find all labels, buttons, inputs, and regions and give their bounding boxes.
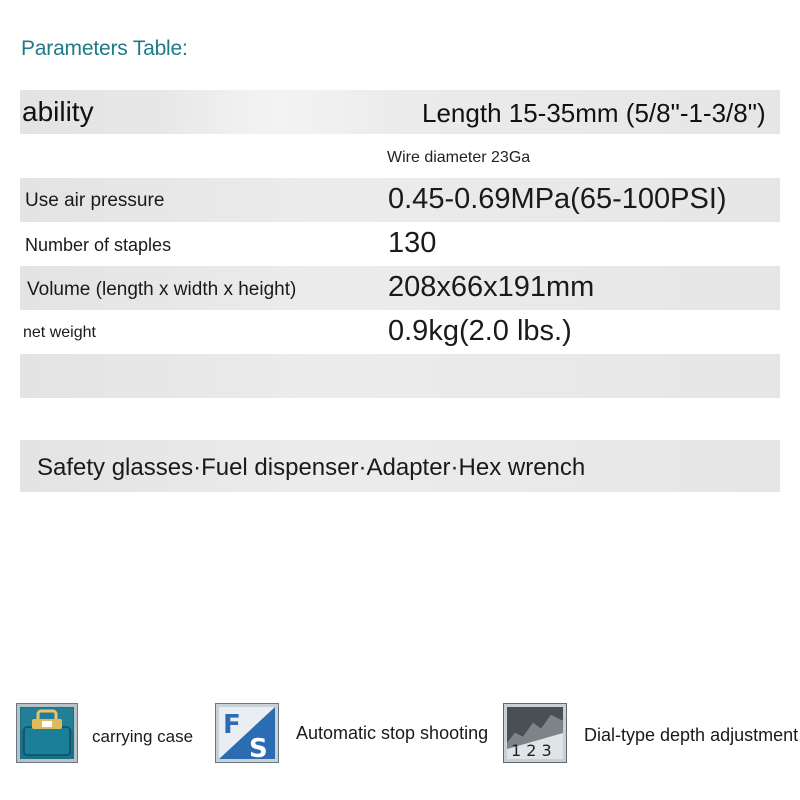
param-row-wire-diameter	[20, 145, 780, 175]
param-value: 0.9kg(2.0 lbs.)	[388, 315, 572, 347]
fs-icon	[215, 703, 279, 763]
feature-depth-adjustment	[503, 703, 799, 767]
param-value: Length 15-35mm (5/8"-1-3/8")	[422, 98, 766, 128]
param-row-staples	[20, 222, 780, 266]
param-label: Number of staples	[25, 235, 172, 255]
feature-carrying-case	[16, 703, 206, 767]
page-title: Parameters Table:	[21, 37, 188, 60]
carrying-case-icon	[16, 703, 78, 763]
param-label: ability	[22, 96, 94, 127]
param-value: 208x66x191mm	[388, 271, 595, 303]
param-row-air-pressure	[20, 178, 780, 222]
accessories-bar	[20, 440, 780, 492]
param-label: net weight	[23, 324, 96, 341]
param-row-net-weight	[20, 310, 780, 354]
svg-text:1 2 3: 1 2 3	[511, 741, 552, 760]
svg-text:S: S	[249, 734, 268, 763]
param-value: Wire diameter 23Ga	[387, 149, 531, 166]
param-row-ability	[20, 90, 780, 134]
accessories-text: Safety glasses·Fuel dispenser·Adapter·Hex wrench	[37, 454, 586, 481]
param-label: Volume (length x width x height)	[27, 279, 297, 300]
feature-label: Automatic stop shooting	[296, 723, 489, 743]
param-value: 130	[388, 227, 437, 259]
param-label: Use air pressure	[25, 190, 165, 211]
feature-automatic-stop	[215, 703, 489, 767]
param-row-empty	[20, 354, 780, 398]
feature-label: carrying case	[92, 727, 194, 746]
row-highlight	[160, 90, 400, 134]
param-row-volume	[20, 266, 780, 310]
svg-text:F: F	[223, 710, 241, 740]
param-value: 0.45-0.69MPa(65-100PSI)	[388, 183, 727, 215]
dial-123-icon	[503, 703, 567, 763]
feature-label: Dial-type depth adjustment	[584, 725, 799, 745]
